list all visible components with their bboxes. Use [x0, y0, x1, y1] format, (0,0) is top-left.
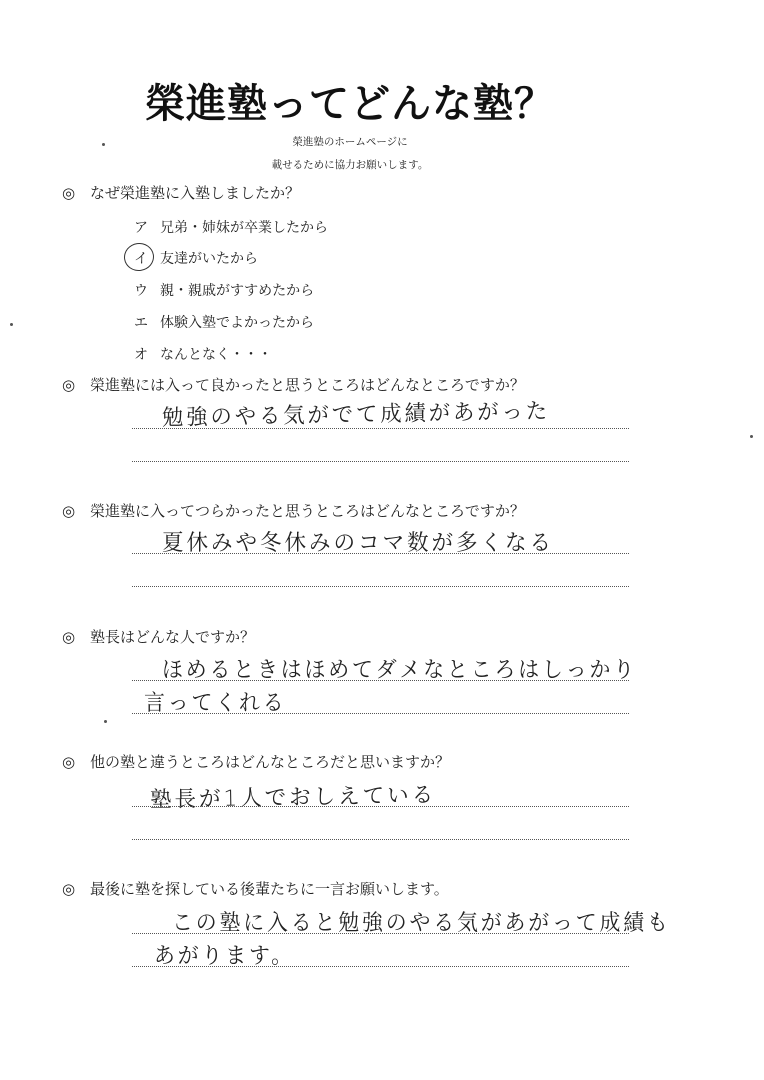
- question-4: [62, 626, 255, 647]
- answer-line: [132, 428, 629, 429]
- answer-line: [132, 713, 629, 714]
- double-circle-icon: ◎: [62, 628, 76, 646]
- question-5-text: 他の塾と違うところはどんなところだと思いますか？: [90, 753, 451, 771]
- answer-line: [132, 586, 629, 587]
- option-letter: ア: [134, 220, 148, 236]
- option-text: なんとなく・・・: [160, 347, 272, 363]
- answer-line: [132, 933, 629, 934]
- answer-6-line-2: あがります。: [154, 944, 295, 969]
- double-circle-icon: ◎: [62, 376, 76, 394]
- option-text: 体験入塾でよかったから: [160, 315, 314, 331]
- double-circle-icon: ◎: [62, 753, 76, 771]
- answer-4-line-1: ほめるときはほめてダメなところはしっかり: [162, 658, 638, 683]
- option-e: [134, 312, 314, 332]
- question-6: [62, 878, 449, 899]
- question-1: [62, 182, 300, 203]
- option-a: [134, 217, 328, 237]
- answer-line: [132, 553, 629, 554]
- double-circle-icon: ◎: [62, 184, 76, 202]
- answer-4-line-2: 言ってくれる: [144, 691, 287, 716]
- selected-option-circle: [122, 241, 156, 273]
- question-6-text: 最後に塾を探している後輩たちに一言お願いします。: [90, 880, 449, 898]
- question-3: [62, 500, 525, 521]
- question-5: [62, 751, 450, 772]
- answer-2-line-1: 勉強のやる気がでて成績があがった: [161, 399, 551, 431]
- question-2: [62, 374, 525, 395]
- double-circle-icon: ◎: [62, 880, 76, 898]
- question-1-text: なぜ榮進塾に入塾しましたか？: [90, 184, 301, 202]
- scan-speck: [104, 720, 107, 723]
- answer-6-line-1: この塾に入ると勉強のやる気があがって成績も: [172, 911, 671, 936]
- option-text: 友達がいたから: [160, 251, 258, 267]
- answer-line: [132, 680, 629, 681]
- question-3-text: 榮進塾に入ってつらかったと思うところはどんなところですか？: [90, 502, 525, 520]
- scan-speck: [102, 143, 105, 146]
- question-2-text: 榮進塾には入って良かったと思うところはどんなところですか？: [90, 376, 525, 394]
- answer-3-line-1: 夏休みや冬休みのコマ数が多くなる: [162, 531, 555, 556]
- page-title: 榮進塾ってどんな塾？: [145, 81, 555, 127]
- option-letter: ウ: [134, 283, 148, 299]
- scan-speck: [750, 435, 753, 438]
- double-circle-icon: ◎: [62, 502, 76, 520]
- subtitle-line-1: 榮進塾のホームページに: [292, 136, 408, 148]
- answer-line: [132, 966, 629, 967]
- option-text: 親・親戚がすすめたから: [160, 283, 315, 299]
- subtitle-line-2: 載せるために協力お願いします。: [271, 159, 429, 171]
- scan-speck: [10, 323, 13, 326]
- option-text: 兄弟・姉妹が卒業したから: [160, 220, 328, 236]
- option-u: [134, 280, 314, 300]
- answer-line: [132, 839, 629, 840]
- question-4-text: 塾長はどんな人ですか？: [90, 628, 256, 646]
- option-o: [134, 344, 272, 364]
- option-letter: イ: [134, 251, 148, 267]
- answer-5-line-1: 塾長が1人でおしえている: [149, 783, 437, 813]
- option-letter: オ: [134, 347, 148, 363]
- answer-line: [132, 806, 629, 807]
- answer-line: [132, 461, 629, 462]
- option-letter: エ: [134, 315, 148, 331]
